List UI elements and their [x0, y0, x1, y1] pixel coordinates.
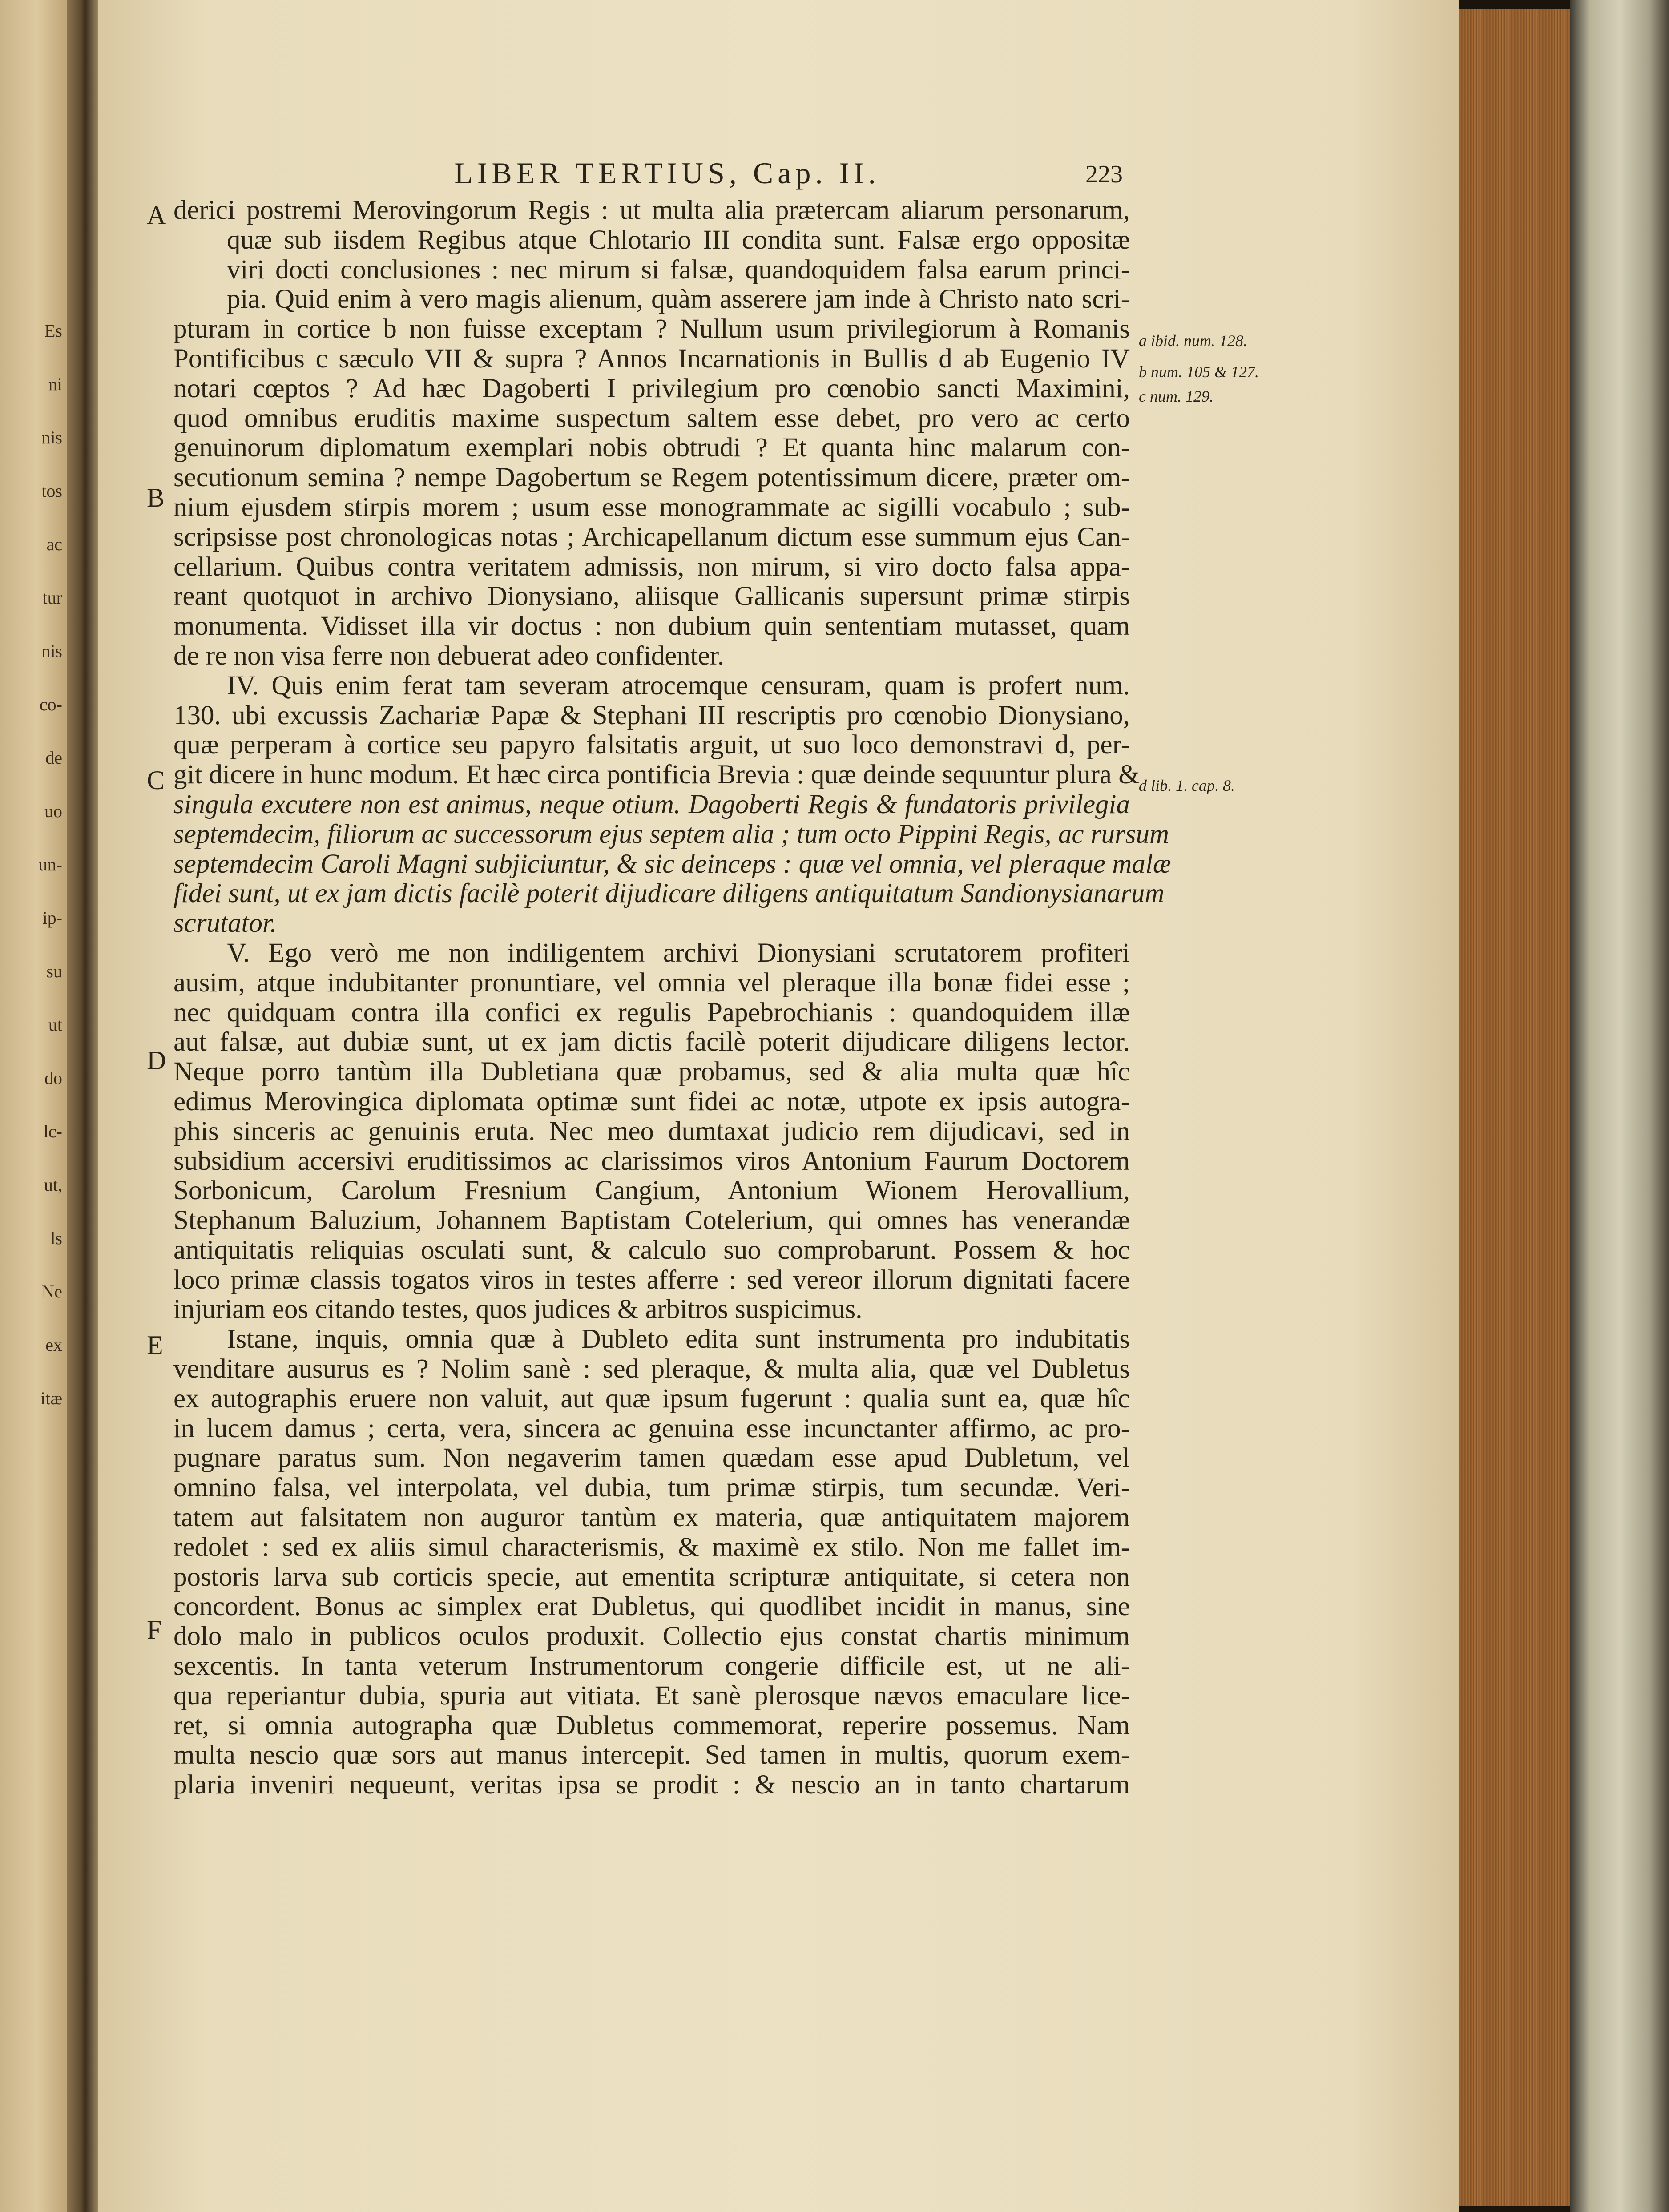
- text-line: notari cœptos ? Ad hæc Dagoberti I privilegium pro cœnobio sancti Maximini,: [173, 373, 1130, 403]
- text-line: fidei sunt, ut ex jam dictis facilè poterit dijudicare diligens antiquitatum Sandionysianarum: [173, 878, 1165, 909]
- text-line: quæ sub iisdem Regibus atque Chlotario III condita sunt. Falsæ ergo oppositæ: [227, 225, 1130, 255]
- text-line: injuriam eos citando testes, quos judices & arbitros suspicimus.: [173, 1294, 863, 1325]
- text-line: sexcentis. In tanta veterum Instrumentorum congerie difficile est, ut ne ali-: [173, 1651, 1130, 1681]
- section-letter: F: [147, 1615, 162, 1644]
- text-line: plaria inveniri nequeunt, veritas ipsa se prodit : & nescio an in tanto chartarum: [173, 1770, 1130, 1800]
- page-number: 223: [1085, 161, 1123, 188]
- text-line: IV. Quis enim ferat tam severam atrocemque censuram, quam is profert num.: [227, 670, 1130, 701]
- text-line: venditare ausurus es ? Nolim sanè : sed pleraque, & multa alia, quæ vel Dubletus: [173, 1354, 1130, 1384]
- text-line: pugnare paratus sum. Non negaverim tamen quædam esse apud Dubletum, vel: [173, 1443, 1130, 1473]
- text-line: genuinorum diplomatum exemplari nobis obtrudi ? Et quanta hinc malarum con-: [173, 433, 1130, 463]
- running-head: LIBER TERTIUS, Cap. II.: [454, 156, 880, 190]
- book-gutter: [67, 0, 98, 2212]
- text-line: reant quotquot in archivo Dionysiano, aliisque Gallicanis supersunt primæ stirpis: [173, 581, 1130, 612]
- left-page-fragment: tos: [41, 481, 62, 501]
- section-letter: E: [147, 1330, 163, 1360]
- text-line: scripsisse post chronologicas notas ; Archicapellanum dictum esse summum ejus Can-: [173, 522, 1130, 552]
- text-line: Pontificibus c sæculo VII & supra ? Annos Incarnationis in Bullis d ab Eugenio IV: [173, 343, 1130, 374]
- left-page-fragment: ex: [45, 1335, 62, 1355]
- left-page-fragment: ut,: [44, 1175, 62, 1195]
- text-line: 130. ubi excussis Zachariæ Papæ & Stephani III rescriptis pro cœnobio Dionysiano,: [173, 700, 1130, 730]
- text-line: nium ejusdem stirpis morem ; usum esse monogrammate ac sigilli vocabulo ; sub-: [173, 492, 1130, 522]
- text-line: ex autographis eruere non valuit, aut quæ ipsum fugerunt : qualia sunt ea, quæ hîc: [173, 1383, 1130, 1414]
- text-line: phis sinceris ac genuinis eruta. Nec meo dumtaxat judicio rem dijudicavi, sed in: [173, 1116, 1130, 1146]
- main-text: [173, 195, 1171, 1800]
- left-page-fragment: un-: [38, 854, 62, 874]
- left-page-fragment: Ne: [41, 1281, 62, 1301]
- text-line: septemdecim, filiorum ac successorum ejus septem alia ; tum octo Pippini Regis, ac rursum: [173, 819, 1169, 849]
- left-page-fragment: nis: [41, 427, 62, 447]
- text-line: redolet : sed ex aliis simul characterismis, & maximè ex stilo. Non me fallet im-: [173, 1532, 1130, 1562]
- left-page-fragment: su: [46, 961, 62, 981]
- left-page-fragment: itæ: [40, 1388, 62, 1408]
- section-letter: B: [147, 483, 165, 512]
- left-page-fragment: co-: [39, 694, 62, 714]
- text-line: aut falsæ, aut dubiæ sunt, ut ex jam dictis facilè poterit dijudicare diligens lector.: [173, 1027, 1130, 1057]
- text-line: postoris larva sub corticis specie, aut ementita scripturæ antiquitate, si cetera non: [173, 1562, 1130, 1592]
- left-page-fragment: lc-: [43, 1121, 62, 1141]
- section-letter: C: [147, 766, 165, 795]
- left-page-fragment: uo: [44, 801, 62, 821]
- text-line: multa nescio quæ sors aut manus intercepit. Sed tamen in multis, quorum exem-: [173, 1740, 1130, 1770]
- text-line: nec quidquam contra illa confici ex regulis Papebrochianis : quandoquidem illæ: [173, 997, 1130, 1027]
- text-line: quæ perperam à cortice seu papyro falsitatis arguit, ut suo loco demonstravi d, per-: [173, 730, 1130, 760]
- left-page-fragment: de: [45, 748, 62, 768]
- text-line: antiquitatis reliquias osculati sunt, & calculo suo comprobarunt. Possem & hoc: [173, 1235, 1130, 1265]
- section-letter: A: [147, 201, 166, 230]
- text-line: dolo malo in publicos oculos produxit. Collectio ejus constat chartis minimum: [173, 1621, 1130, 1652]
- text-line: concordent. Bonus ac simplex erat Dubletus, qui quodlibet incidit in manus, sine: [173, 1592, 1130, 1622]
- text-line: subsidium accersivi eruditissimos ac clarissimos viros Antonium Faurum Doctorem: [173, 1146, 1130, 1176]
- left-page-fragment: ls: [50, 1228, 62, 1248]
- text-line: viri docti conclusiones : nec mirum si falsæ, quandoquidem falsa earum princi-: [227, 254, 1130, 285]
- page-edges: [1459, 9, 1570, 2206]
- text-line: ret, si omnia autographa quæ Dubletus commemorat, reperire possemus. Nam: [173, 1710, 1130, 1741]
- text-line: septemdecim Caroli Magni subjiciuntur, & sic deinceps : quæ vel omnia, vel pleraque malæ: [173, 849, 1171, 879]
- marginal-note: d lib. 1. cap. 8.: [1139, 777, 1235, 794]
- left-page-fragment: Es: [44, 321, 62, 341]
- text-line: edimus Merovingica diplomata optimæ sunt fidei ac notæ, utpote ex ipsis autogra-: [173, 1086, 1130, 1116]
- text-line: singula excutere non est animus, neque otium. Dagoberti Regis & fundatoris privilegia: [173, 789, 1130, 819]
- text-line: git dicere in hunc modum. Et hæc circa pontificia Brevia : quæ deinde sequuntur plura &: [173, 760, 1140, 790]
- left-page-fragment: nis: [41, 641, 62, 661]
- left-page: [0, 0, 67, 2212]
- text-line: quod omnibus eruditis maxime suspectum saltem esse debet, pro vero ac certo: [173, 403, 1130, 433]
- left-page-fragment: ut: [48, 1015, 62, 1035]
- text-line: tatem aut falsitatem non auguror tantùm ex materia, quæ antiquitatem majorem: [173, 1503, 1130, 1533]
- section-letter: D: [147, 1046, 166, 1075]
- left-page-fragment: ac: [46, 534, 62, 554]
- text-line: loco primæ classis togatos viros in testes afferre : sed vereor illorum dignitati facere: [173, 1265, 1130, 1295]
- text-line: scrutator.: [173, 908, 277, 939]
- text-line: omnino falsa, vel interpolata, vel dubia, tum primæ stirpis, tum secundæ. Veri-: [173, 1473, 1130, 1503]
- text-line: Stephanum Baluzium, Johannem Baptistam Cotelerium, qui omnes has venerandæ: [173, 1205, 1130, 1236]
- text-line: cellarium. Quibus contra veritatem admissis, non mirum, si viro docto falsa appa-: [173, 552, 1130, 582]
- text-line: de re non visa ferre non debuerat adeo confidenter.: [173, 641, 725, 671]
- text-line: pia. Quid enim à vero magis alienum, quàm asserere jam inde à Christo nato scri-: [227, 284, 1130, 314]
- text-line: Neque porro tantùm illa Dubletiana quæ probamus, sed & alia multa quæ hîc: [173, 1057, 1130, 1087]
- text-line: secutionum semina ? nempe Dagobertum se Regem potentissimum dicere, præter om-: [173, 463, 1130, 493]
- left-page-fragment: tur: [42, 588, 62, 608]
- text-line: V. Ego verò me non indiligentem archivi Dionysiani scrutatorem profiteri: [227, 938, 1130, 968]
- text-line: Sorbonicum, Carolum Fresnium Cangium, Antonium Wionem Herovallium,: [173, 1176, 1130, 1206]
- text-line: ausim, atque indubitanter pronuntiare, vel omnia vel pleraque illa bonæ fidei esse ;: [173, 967, 1130, 998]
- marginal-note: c num. 129.: [1139, 387, 1213, 405]
- left-page-fragment: do: [44, 1068, 62, 1088]
- text-line: Istane, inquis, omnia quæ à Dubleto edita sunt instrumenta pro indubitatis: [227, 1324, 1130, 1354]
- text-line: in lucem damus ; certa, vera, sincera ac genuina esse incunctanter affirmo, ac pro-: [173, 1413, 1130, 1443]
- text-line: pturam in cortice b non fuisse exceptam ? Nullum usum privilegiorum à Romanis: [173, 314, 1130, 344]
- book-binding: [1570, 0, 1669, 2212]
- left-page-fragment: ip-: [42, 908, 62, 928]
- text-line: monumenta. Vidisset illa vir doctus : non dubium quin sententiam mutasset, quam: [173, 611, 1130, 641]
- marginal-note: a ibid. num. 128.: [1139, 332, 1248, 350]
- left-page-fragment: ni: [48, 374, 62, 394]
- text-line: qua reperiantur dubia, spuria aut vitiata. Et sanè plerosque nævos emaculare lice-: [173, 1680, 1130, 1711]
- text-line: derici postremi Merovingorum Regis : ut multa alia prætercam aliarum personarum,: [173, 195, 1130, 225]
- marginal-note: b num. 105 & 127.: [1139, 363, 1259, 381]
